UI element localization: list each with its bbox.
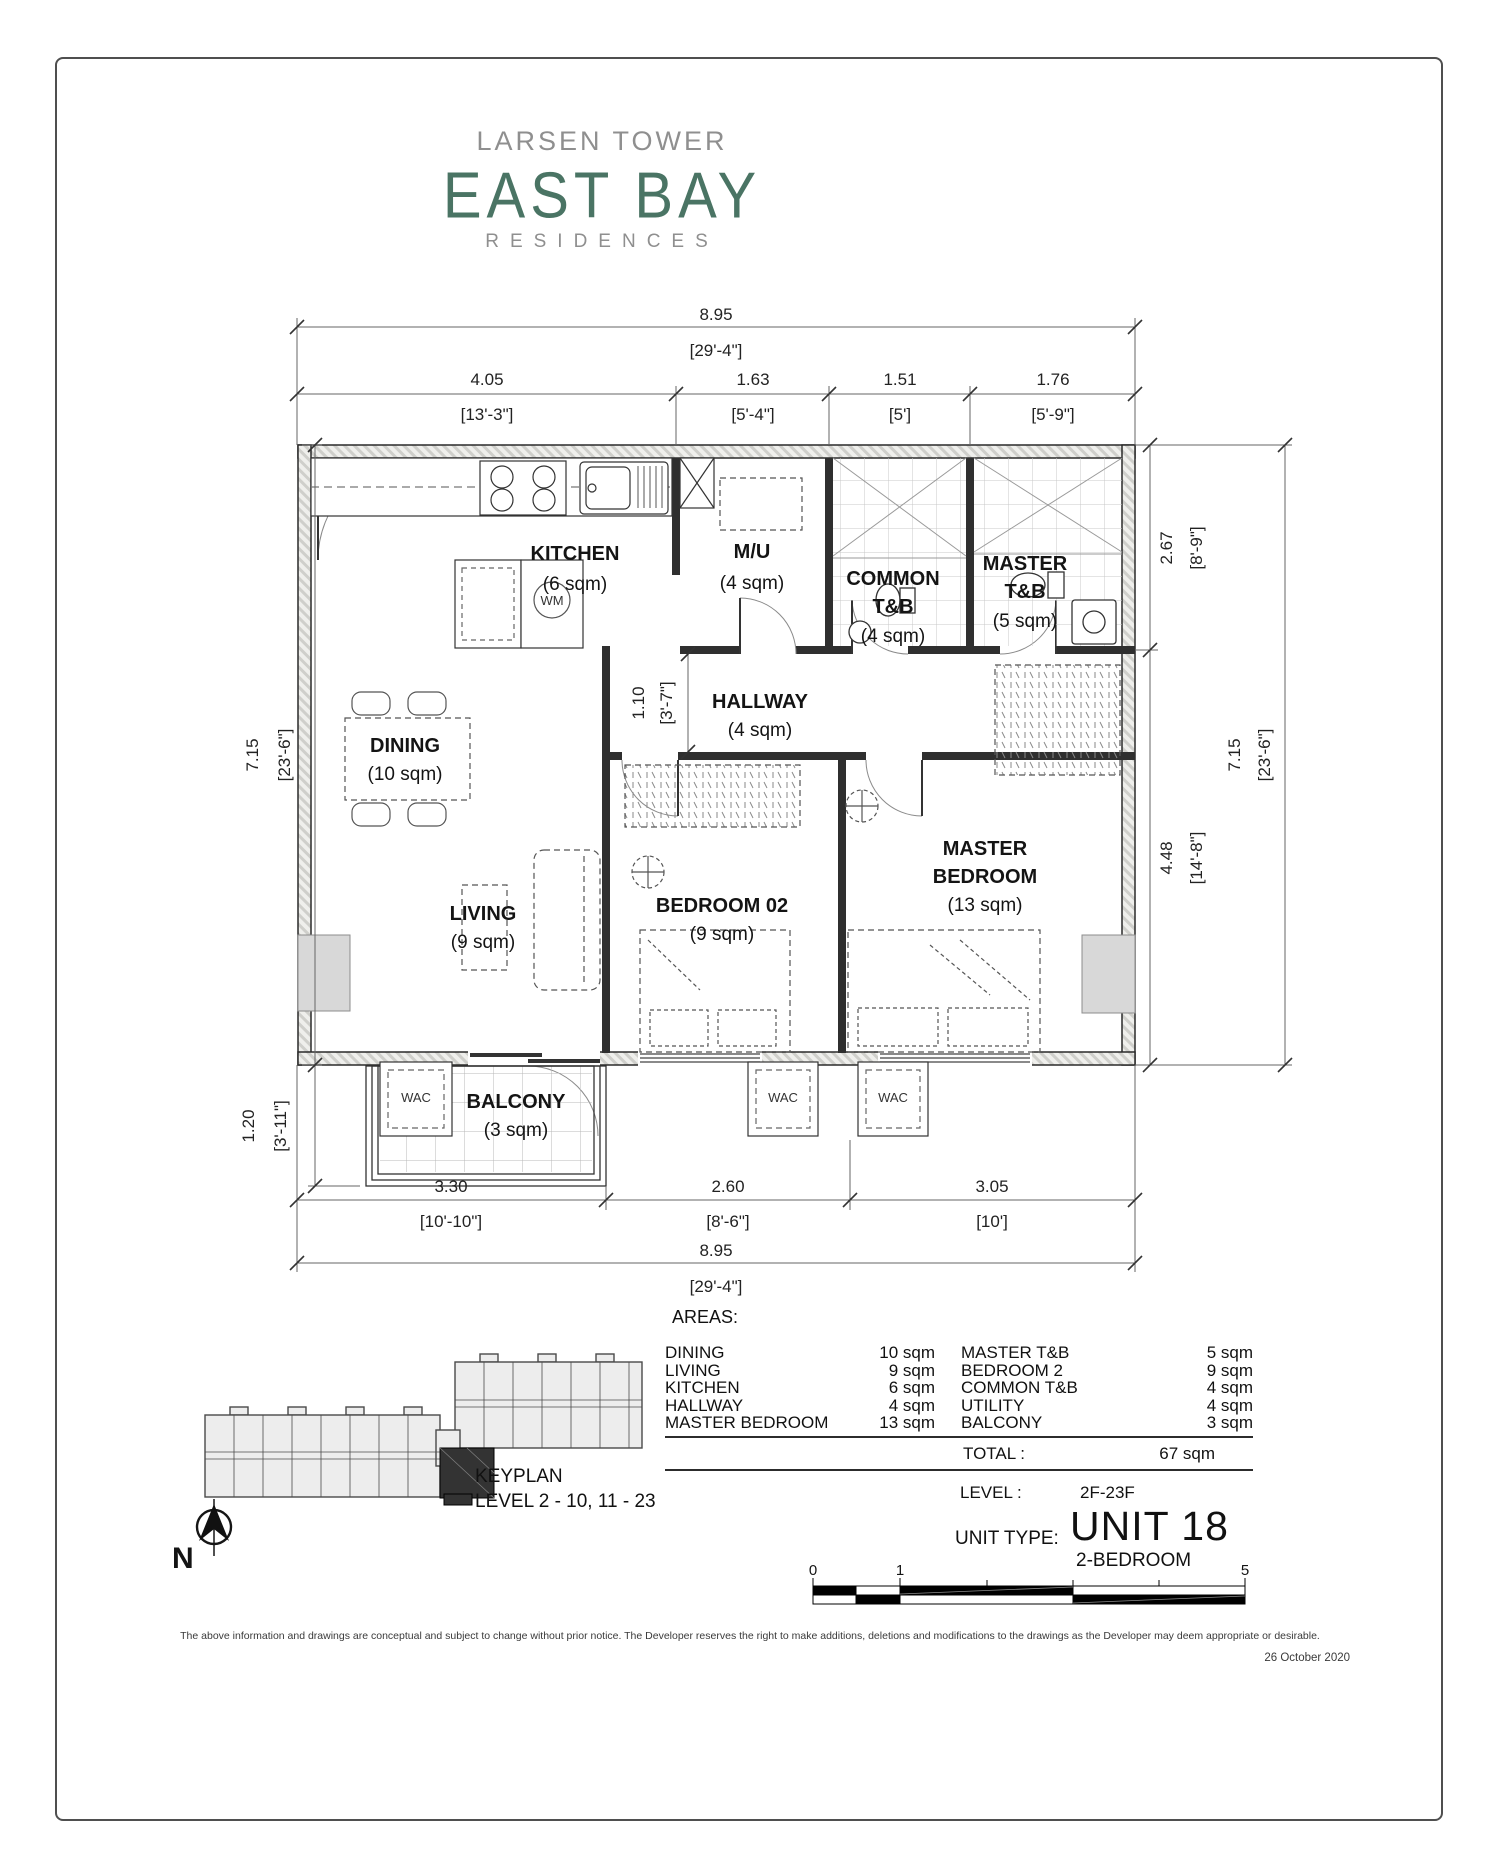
dim-bottom-ft-1: [8'-6"] bbox=[706, 1212, 750, 1231]
dining-label: DINING bbox=[370, 735, 440, 757]
hallway-label: HALLWAY bbox=[712, 691, 808, 713]
revision-date: 26 October 2020 bbox=[1264, 1652, 1350, 1664]
dim-top-ft-1: [5'-4"] bbox=[731, 405, 775, 424]
dining-set bbox=[345, 692, 470, 826]
areas-row bbox=[665, 1379, 1253, 1397]
area-value: 6 sqm bbox=[888, 1378, 935, 1398]
dim-bottom-m-2: 3.05 bbox=[975, 1177, 1009, 1196]
sink-icon bbox=[580, 462, 668, 514]
dim-inner-m: 1.10 bbox=[629, 686, 648, 720]
dim-bottom-ft-0: [10'-10"] bbox=[419, 1212, 483, 1231]
dim-top-ft-3: [5'-9"] bbox=[1031, 405, 1075, 424]
area-label: HALLWAY bbox=[665, 1395, 744, 1415]
areas-table bbox=[665, 1344, 1253, 1432]
dim-left-ft-1: [3'-11"] bbox=[271, 1100, 290, 1152]
master-bedroom-area: (13 sqm) bbox=[947, 895, 1023, 916]
area-value: 4 sqm bbox=[1206, 1395, 1253, 1415]
duct-shaft bbox=[680, 458, 714, 508]
dim-right-ft-0: [8'-9"] bbox=[1187, 526, 1206, 570]
keyplan-title: KEYPLAN bbox=[475, 1466, 563, 1487]
master-tb-label-1: MASTER bbox=[982, 553, 1068, 575]
area-label: COMMON T&B bbox=[961, 1378, 1078, 1398]
wac-label-1: WAC bbox=[401, 1090, 431, 1105]
area-value: 9 sqm bbox=[888, 1360, 935, 1380]
keyplan-drawing bbox=[205, 1354, 642, 1505]
mu-area: (4 sqm) bbox=[719, 573, 785, 594]
balcony-label: BALCONY bbox=[466, 1091, 566, 1113]
level-label: LEVEL : bbox=[960, 1483, 1022, 1502]
area-label: BALCONY bbox=[961, 1413, 1043, 1433]
area-label: KITCHEN bbox=[665, 1378, 740, 1398]
dim-top-overall-m: 8.95 bbox=[699, 305, 733, 324]
master-bedroom-label-1: MASTER bbox=[942, 838, 1028, 860]
dim-top-ft-0: [13'-3"] bbox=[460, 405, 514, 424]
living-area: (9 sqm) bbox=[450, 932, 516, 953]
dim-right-m-2: 4.48 bbox=[1157, 841, 1176, 875]
dim-top-ft-2: [5'] bbox=[888, 405, 912, 424]
dim-right-m-1: 7.15 bbox=[1225, 738, 1244, 772]
dining-area: (10 sqm) bbox=[367, 764, 443, 785]
areas-title: AREAS: bbox=[672, 1307, 739, 1327]
total-value: 67 sqm bbox=[1159, 1444, 1215, 1463]
areas-row bbox=[665, 1414, 1253, 1432]
master-tb-area: (5 sqm) bbox=[992, 611, 1058, 632]
table-rule-top bbox=[665, 1436, 1253, 1438]
residences-label: RESIDENCES bbox=[485, 231, 719, 252]
areas-row bbox=[665, 1344, 1253, 1362]
wac-label-2: WAC bbox=[768, 1090, 798, 1105]
balcony-area: (3 sqm) bbox=[483, 1120, 549, 1141]
unit-type-label: UNIT TYPE: bbox=[955, 1528, 1059, 1549]
level-value: 2F-23F bbox=[1080, 1483, 1135, 1502]
mu-label: M/U bbox=[733, 541, 771, 563]
area-label: BEDROOM 2 bbox=[961, 1360, 1064, 1380]
dim-left-ft-0: [23'-6"] bbox=[275, 728, 294, 782]
kitchen-label: KITCHEN bbox=[530, 543, 620, 565]
dim-bottom-overall-m: 8.95 bbox=[699, 1241, 733, 1260]
common-tb-label-2: T&B bbox=[872, 596, 914, 618]
master-tb-label-2: T&B bbox=[1004, 581, 1046, 603]
disclaimer-text: The above information and drawings are conceptual and subject to change without prior notice. The Developer reserves the right to make additions, deletions and modifications to the drawings as the Developer may deem appropriate or desirable. bbox=[180, 1630, 1320, 1642]
area-label: DINING bbox=[665, 1343, 725, 1362]
areas-row bbox=[665, 1397, 1253, 1415]
area-label: UTILITY bbox=[961, 1395, 1025, 1415]
hallway-area: (4 sqm) bbox=[727, 720, 793, 741]
dim-top-m-0: 4.05 bbox=[470, 370, 504, 389]
dim-bottom-m-1: 2.60 bbox=[711, 1177, 745, 1196]
bedroom02-area: (9 sqm) bbox=[689, 924, 755, 945]
wac-label-3: WAC bbox=[878, 1090, 908, 1105]
eastbay-logo: EAST BAY bbox=[442, 159, 762, 232]
area-value: 5 sqm bbox=[1206, 1343, 1253, 1362]
north-label: N bbox=[172, 1542, 194, 1575]
dim-bottom-ft-2: [10'] bbox=[976, 1212, 1008, 1231]
unit-name: UNIT 18 bbox=[1070, 1503, 1229, 1549]
mu-appliance bbox=[720, 478, 802, 530]
dim-top-m-1: 1.63 bbox=[736, 370, 770, 389]
bedroom02-label: BEDROOM 02 bbox=[655, 895, 789, 917]
keyplan-subtitle: LEVEL 2 - 10, 11 - 23 bbox=[475, 1491, 656, 1512]
area-label: MASTER BEDROOM bbox=[665, 1413, 829, 1433]
concrete-columns bbox=[298, 935, 1135, 1013]
dim-inner-ft: [3'-7"] bbox=[657, 681, 676, 725]
dim-right-ft-1: [23'-6"] bbox=[1255, 728, 1274, 782]
unit-subtype: 2-BEDROOM bbox=[1076, 1550, 1192, 1571]
total-label: TOTAL : bbox=[963, 1444, 1026, 1463]
dim-left-m-1: 1.20 bbox=[239, 1109, 258, 1143]
area-label: MASTER T&B bbox=[961, 1343, 1070, 1362]
common-tb-area: (4 sqm) bbox=[860, 626, 926, 647]
area-label: LIVING bbox=[665, 1360, 721, 1380]
dim-bottom-m-0: 3.30 bbox=[434, 1177, 468, 1196]
area-value: 4 sqm bbox=[888, 1395, 935, 1415]
north-arrow-icon bbox=[197, 1499, 231, 1556]
scale-tick-5: 5 bbox=[1240, 1562, 1250, 1579]
dim-top-m-2: 1.51 bbox=[883, 370, 917, 389]
tower-name: LARSEN TOWER bbox=[476, 126, 728, 156]
area-value: 4 sqm bbox=[1206, 1378, 1253, 1398]
master-bedroom-label-2: BEDROOM bbox=[932, 866, 1038, 888]
dim-left-m-0: 7.15 bbox=[243, 738, 262, 772]
area-value: 10 sqm bbox=[879, 1343, 935, 1362]
scale-tick-1: 1 bbox=[895, 1562, 905, 1579]
table-rule-bottom bbox=[665, 1469, 1253, 1471]
living-label: LIVING bbox=[449, 903, 517, 925]
stove-icon bbox=[480, 461, 566, 515]
area-value: 13 sqm bbox=[879, 1413, 935, 1433]
common-tb-label-1: COMMON bbox=[846, 568, 940, 590]
areas-row bbox=[665, 1362, 1253, 1380]
dim-right-m-0: 2.67 bbox=[1157, 531, 1176, 565]
dim-top-m-3: 1.76 bbox=[1036, 370, 1070, 389]
area-value: 9 sqm bbox=[1206, 1360, 1253, 1380]
dim-right-ft-2: [14'-8"] bbox=[1187, 831, 1206, 885]
kitchen-area: (6 sqm) bbox=[542, 574, 608, 595]
dim-bottom-overall-ft: [29'-4"] bbox=[689, 1277, 743, 1296]
scale-tick-0: 0 bbox=[808, 1562, 818, 1579]
dim-top-overall-ft: [29'-4"] bbox=[689, 341, 743, 360]
wm-label: WM bbox=[540, 593, 564, 608]
area-value: 3 sqm bbox=[1206, 1413, 1253, 1433]
